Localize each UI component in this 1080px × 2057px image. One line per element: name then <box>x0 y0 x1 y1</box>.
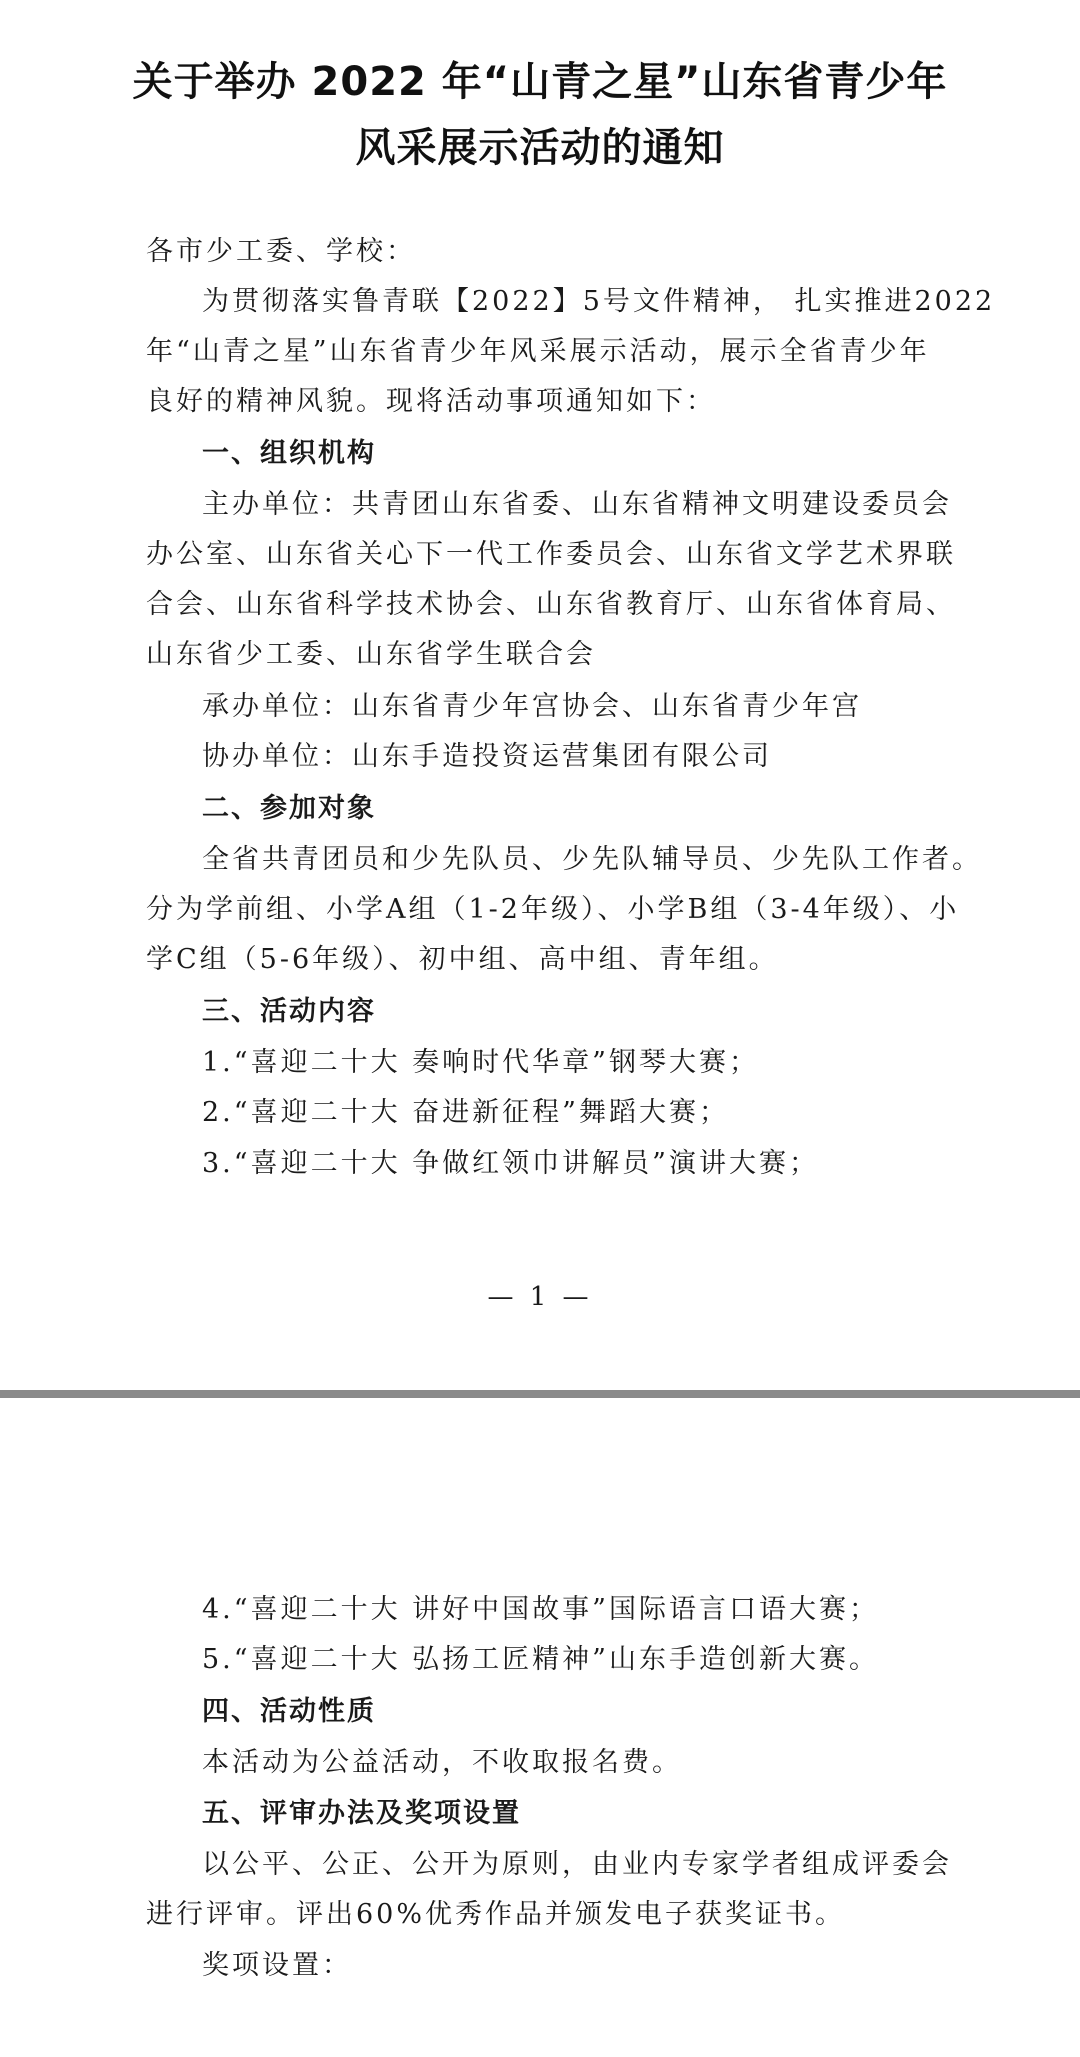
paragraph-line: 分为学前组、小学A组（1-2年级）、小学B组（3-4年级）、小 <box>146 894 960 925</box>
paragraph-line: 协办单位：山东手造投资运营集团有限公司 <box>202 741 772 772</box>
salutation: 各市少工委、学校： <box>146 236 416 267</box>
paragraph-line: 主办单位：共青团山东省委、山东省精神文明建设委员会 <box>202 489 952 520</box>
section-heading-judging: 五、评审办法及奖项设置 <box>202 1798 521 1829</box>
document-title-line-2: 风采展示活动的通知 <box>355 125 725 171</box>
list-item: 2.“喜迎二十大 奋进新征程”舞蹈大赛； <box>202 1097 729 1128</box>
paragraph-line: 进行评审。评出60%优秀作品并颁发电子获奖证书。 <box>146 1899 846 1930</box>
paragraph-line: 奖项设置： <box>202 1950 352 1981</box>
section-heading-activities: 三、活动内容 <box>202 996 376 1027</box>
document-title-line-1: 关于举办 2022 年“山青之星”山东省青少年 <box>132 59 948 105</box>
list-item: 5.“喜迎二十大 弘扬工匠精神”山东手造创新大赛。 <box>202 1644 879 1675</box>
document-page-2 <box>0 1398 1080 2057</box>
paragraph-line: 本活动为公益活动，不收取报名费。 <box>202 1747 682 1778</box>
list-item: 4.“喜迎二十大 讲好中国故事”国际语言口语大赛； <box>202 1594 879 1625</box>
page-divider <box>0 1390 1080 1398</box>
paragraph-line: 为贯彻落实鲁青联【2022】5号文件精神， 扎实推进2022 <box>202 286 996 317</box>
paragraph-line: 合会、山东省科学技术协会、山东省教育厅、山东省体育局、 <box>146 589 956 620</box>
page-number: — 1 — <box>487 1282 593 1312</box>
paragraph-line: 年“山青之星”山东省青少年风采展示活动，展示全省青少年 <box>146 336 930 367</box>
paragraph-line: 全省共青团员和少先队员、少先队辅导员、少先队工作者。 <box>202 844 982 875</box>
paragraph-line: 办公室、山东省关心下一代工作委员会、山东省文学艺术界联 <box>146 539 956 570</box>
list-item: 1.“喜迎二十大 奏响时代华章”钢琴大赛； <box>202 1047 759 1078</box>
paragraph-line: 学C组（5-6年级）、初中组、高中组、青年组。 <box>146 944 779 975</box>
paragraph-line: 以公平、公正、公开为原则，由业内专家学者组成评委会 <box>202 1849 952 1880</box>
paragraph-line: 山东省少工委、山东省学生联合会 <box>146 639 596 670</box>
paragraph-line: 良好的精神风貌。现将活动事项通知如下： <box>146 386 716 417</box>
paragraph-line: 承办单位：山东省青少年宫协会、山东省青少年宫 <box>202 691 862 722</box>
section-heading-organization: 一、组织机构 <box>202 438 376 469</box>
list-item: 3.“喜迎二十大 争做红领巾讲解员”演讲大赛； <box>202 1148 819 1179</box>
section-heading-nature: 四、活动性质 <box>202 1696 376 1727</box>
section-heading-participants: 二、参加对象 <box>202 793 376 824</box>
